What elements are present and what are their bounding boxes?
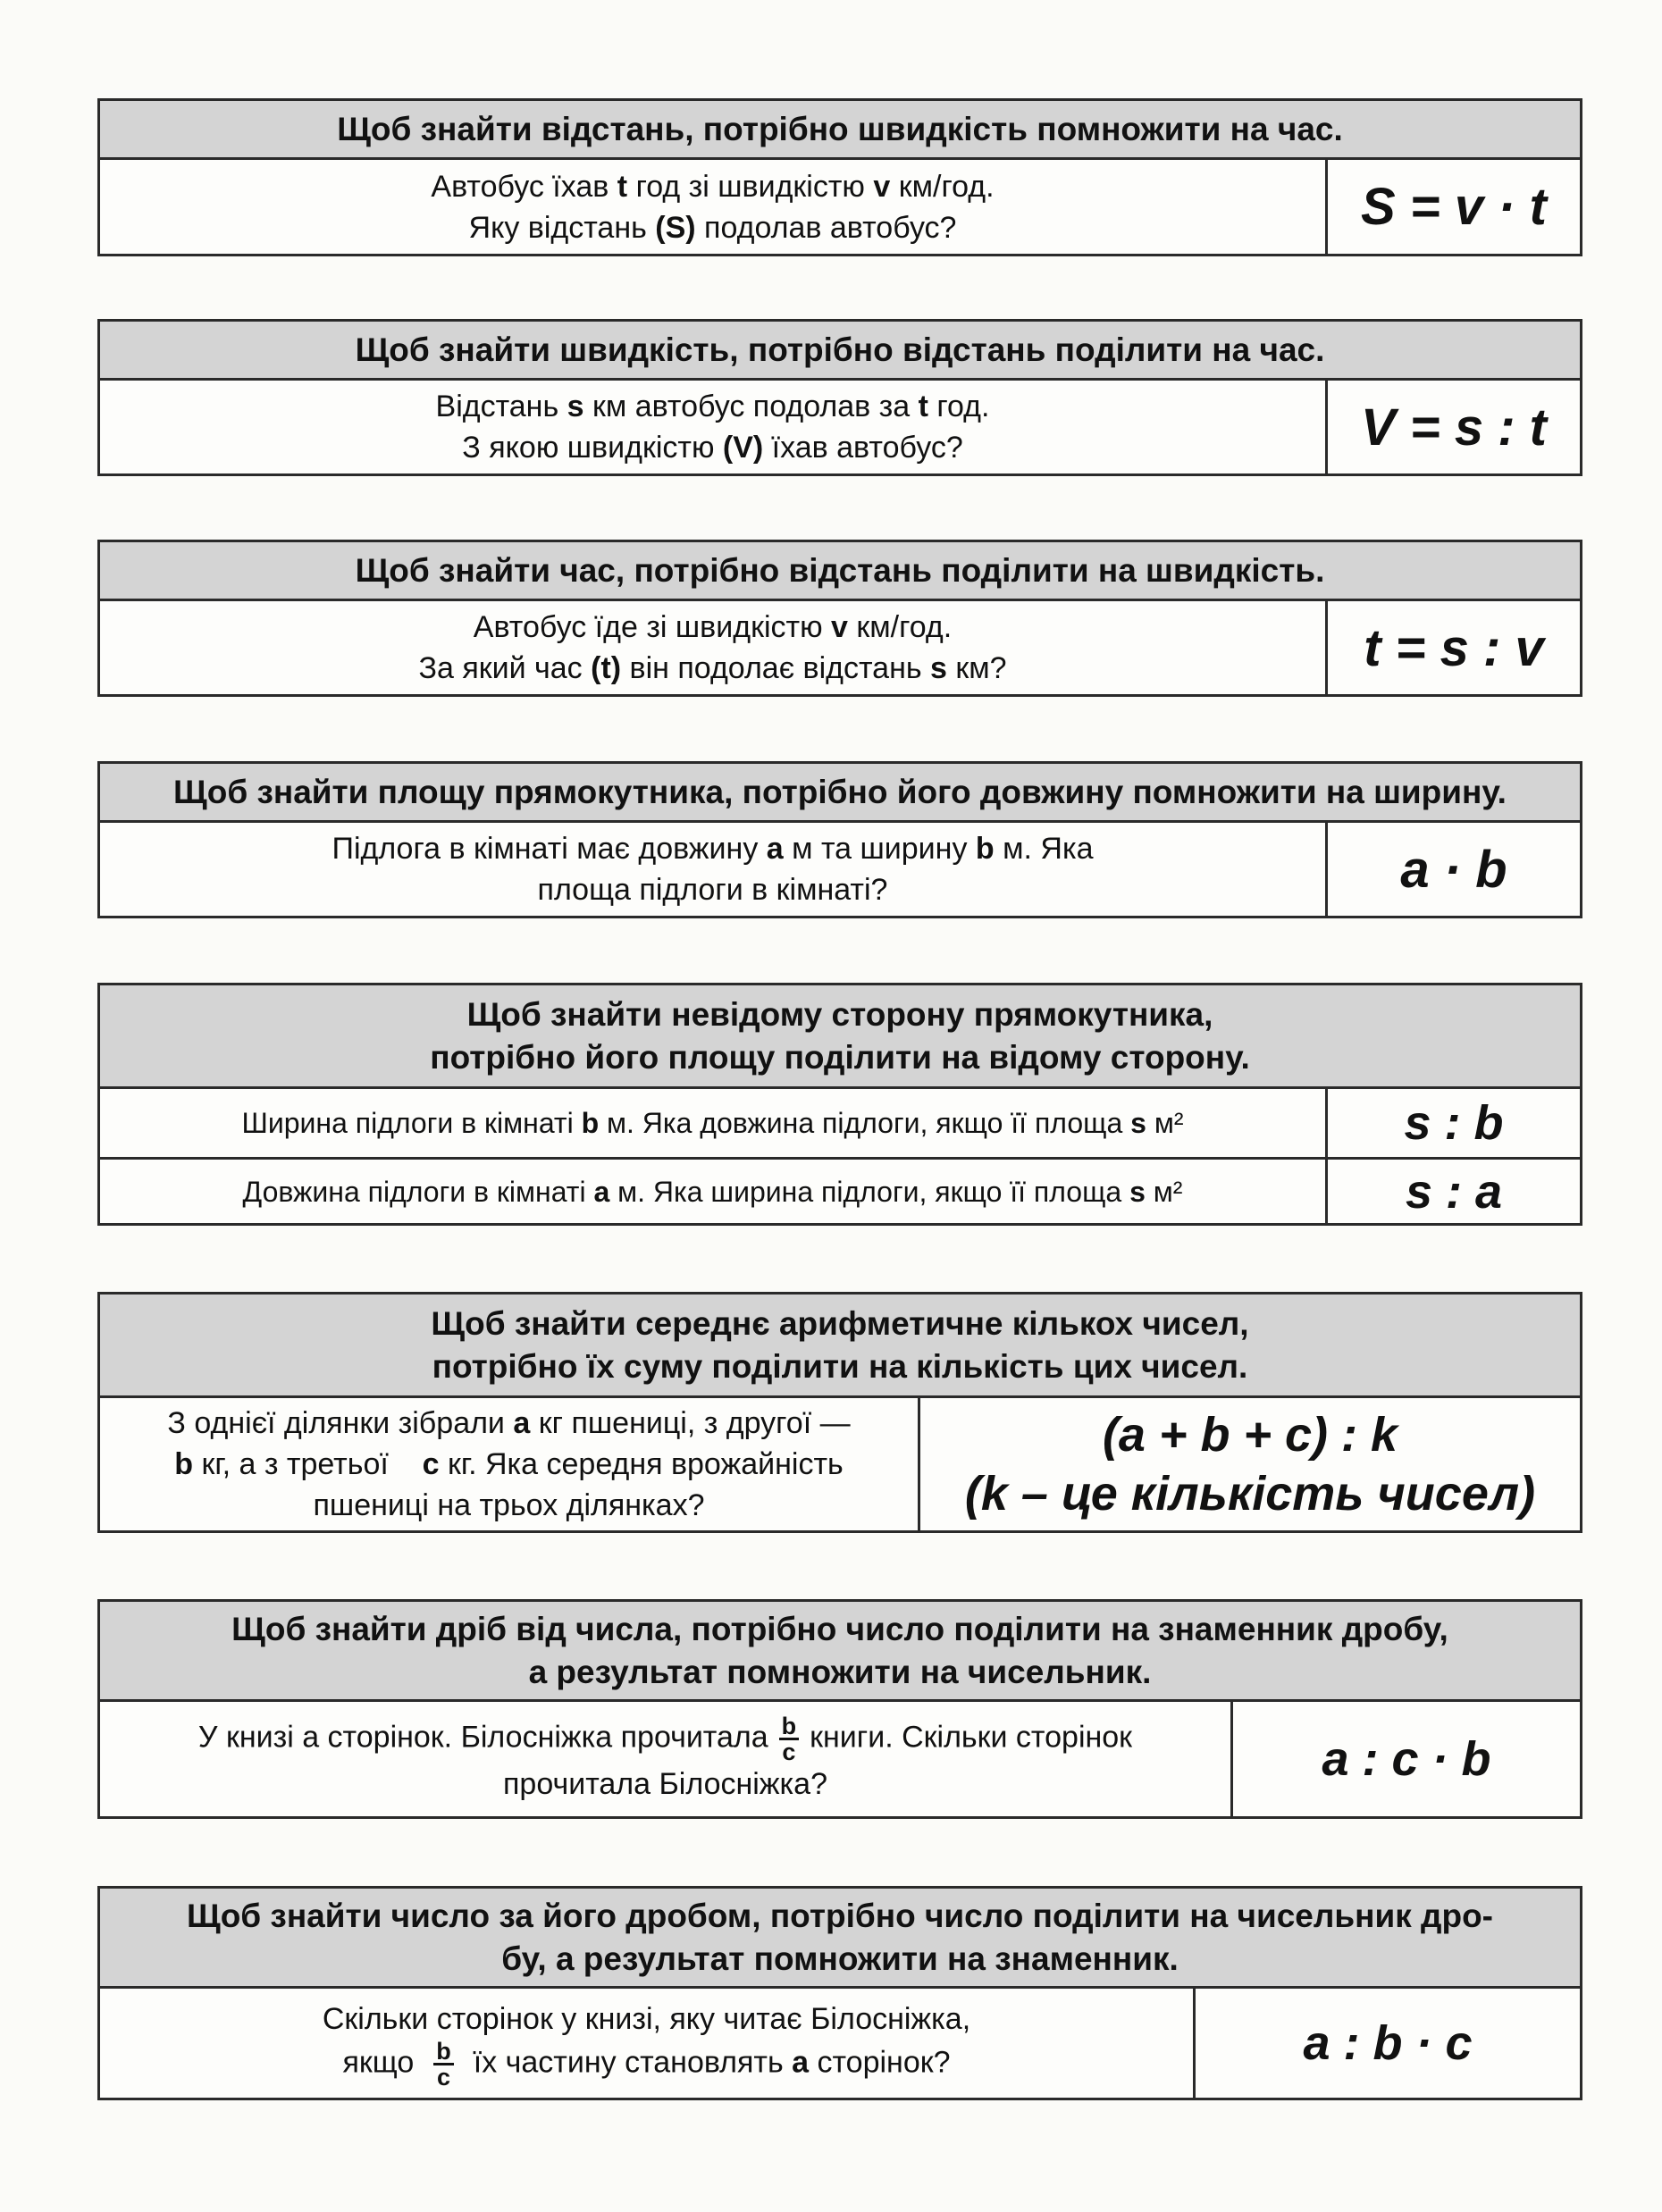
problem-text: Довжина підлоги в кімнаті a м. Яка ширина підлоги, якщо її площа s м² xyxy=(100,1160,1328,1223)
problem-text: З однієї ділянки зібрали a кг пшениці, з другої — b кг, а з третьої c кг. Яка середня врожайність пшениці на трьох ділянках? xyxy=(100,1398,920,1530)
rule-box-fraction-of-number xyxy=(97,1599,1582,1819)
problem-text: У книзі а сторінок. Білосніжка прочитала $\frac{b}{c}$ книги. Скільки сторінок прочитала Білосніжка? xyxy=(100,1702,1233,1816)
formula: (a + b + c) : k (k – це кількість чисел) xyxy=(964,1408,1536,1521)
rule-box-area xyxy=(97,761,1582,918)
formula: s : b xyxy=(1404,1096,1504,1150)
rule-box-time xyxy=(97,540,1582,697)
rule-box-distance xyxy=(97,98,1582,256)
formula: a : c · b xyxy=(1322,1732,1491,1786)
problem-text: Ширина підлоги в кімнаті b м. Яка довжина підлоги, якщо її площа s м² xyxy=(100,1089,1328,1157)
rule-title: Щоб знайти відстань, потрібно швидкість помножити на час. xyxy=(100,101,1580,160)
formula: a · b xyxy=(1400,840,1507,899)
rule-title: Щоб знайти невідому сторону прямокутника, потрібно його площу поділити на відому сторону. xyxy=(100,985,1580,1089)
formula: S = v · t xyxy=(1361,178,1547,236)
problem-text: Відстань s км автобус подолав за t год. З якою швидкістю (V) їхав автобус? xyxy=(100,381,1328,473)
rule-title: Щоб знайти час, потрібно відстань поділити на швидкість. xyxy=(100,542,1580,601)
rule-title: Щоб знайти швидкість, потрібно відстань поділити на час. xyxy=(100,322,1580,381)
formula: t = s : v xyxy=(1364,618,1544,677)
rule-box-speed xyxy=(97,319,1582,476)
rule-box-number-by-fraction xyxy=(97,1886,1582,2100)
rule-title: Щоб знайти дріб від числа, потрібно число поділити на знаменник дробу, а результат помножити на чисельник. xyxy=(100,1602,1580,1702)
formula: s : a xyxy=(1405,1164,1503,1219)
fraction-b-over-c: $\frac{b}{c}$ xyxy=(779,1714,800,1764)
rule-box-average xyxy=(97,1292,1582,1533)
problem-text: Автобус їде зі швидкістю v км/год. За який час (t) він подолає відстань s км? xyxy=(100,601,1328,694)
fraction-b-over-c: $\frac{b}{c}$ xyxy=(433,2040,454,2089)
problem-text: Підлога в кімнаті має довжину a м та ширину b м. Яка площа підлоги в кімнаті? xyxy=(100,823,1328,916)
rule-title: Щоб знайти площу прямокутника, потрібно його довжину помножити на ширину. xyxy=(100,764,1580,823)
formula: a : b · c xyxy=(1303,2016,1473,2070)
rule-title: Щоб знайти середнє арифметичне кількох чисел, потрібно їх суму поділити на кількість цих чисел. xyxy=(100,1295,1580,1398)
problem-text: Скільки сторінок у книзі, яку читає Білосніжка, якщо $\frac{b}{c}$ їх частину становлять a сторінок? xyxy=(100,1989,1196,2098)
problem-text: Автобус їхав t год зі швидкістю v км/год. Яку відстань (S) подолав автобус? xyxy=(100,160,1328,254)
rule-box-unknown-side xyxy=(97,983,1582,1226)
rule-title: Щоб знайти число за його дробом, потрібно число поділити на чисельник дро- бу, а результат помножити на знаменник. xyxy=(100,1889,1580,1989)
formula: V = s : t xyxy=(1361,398,1547,457)
